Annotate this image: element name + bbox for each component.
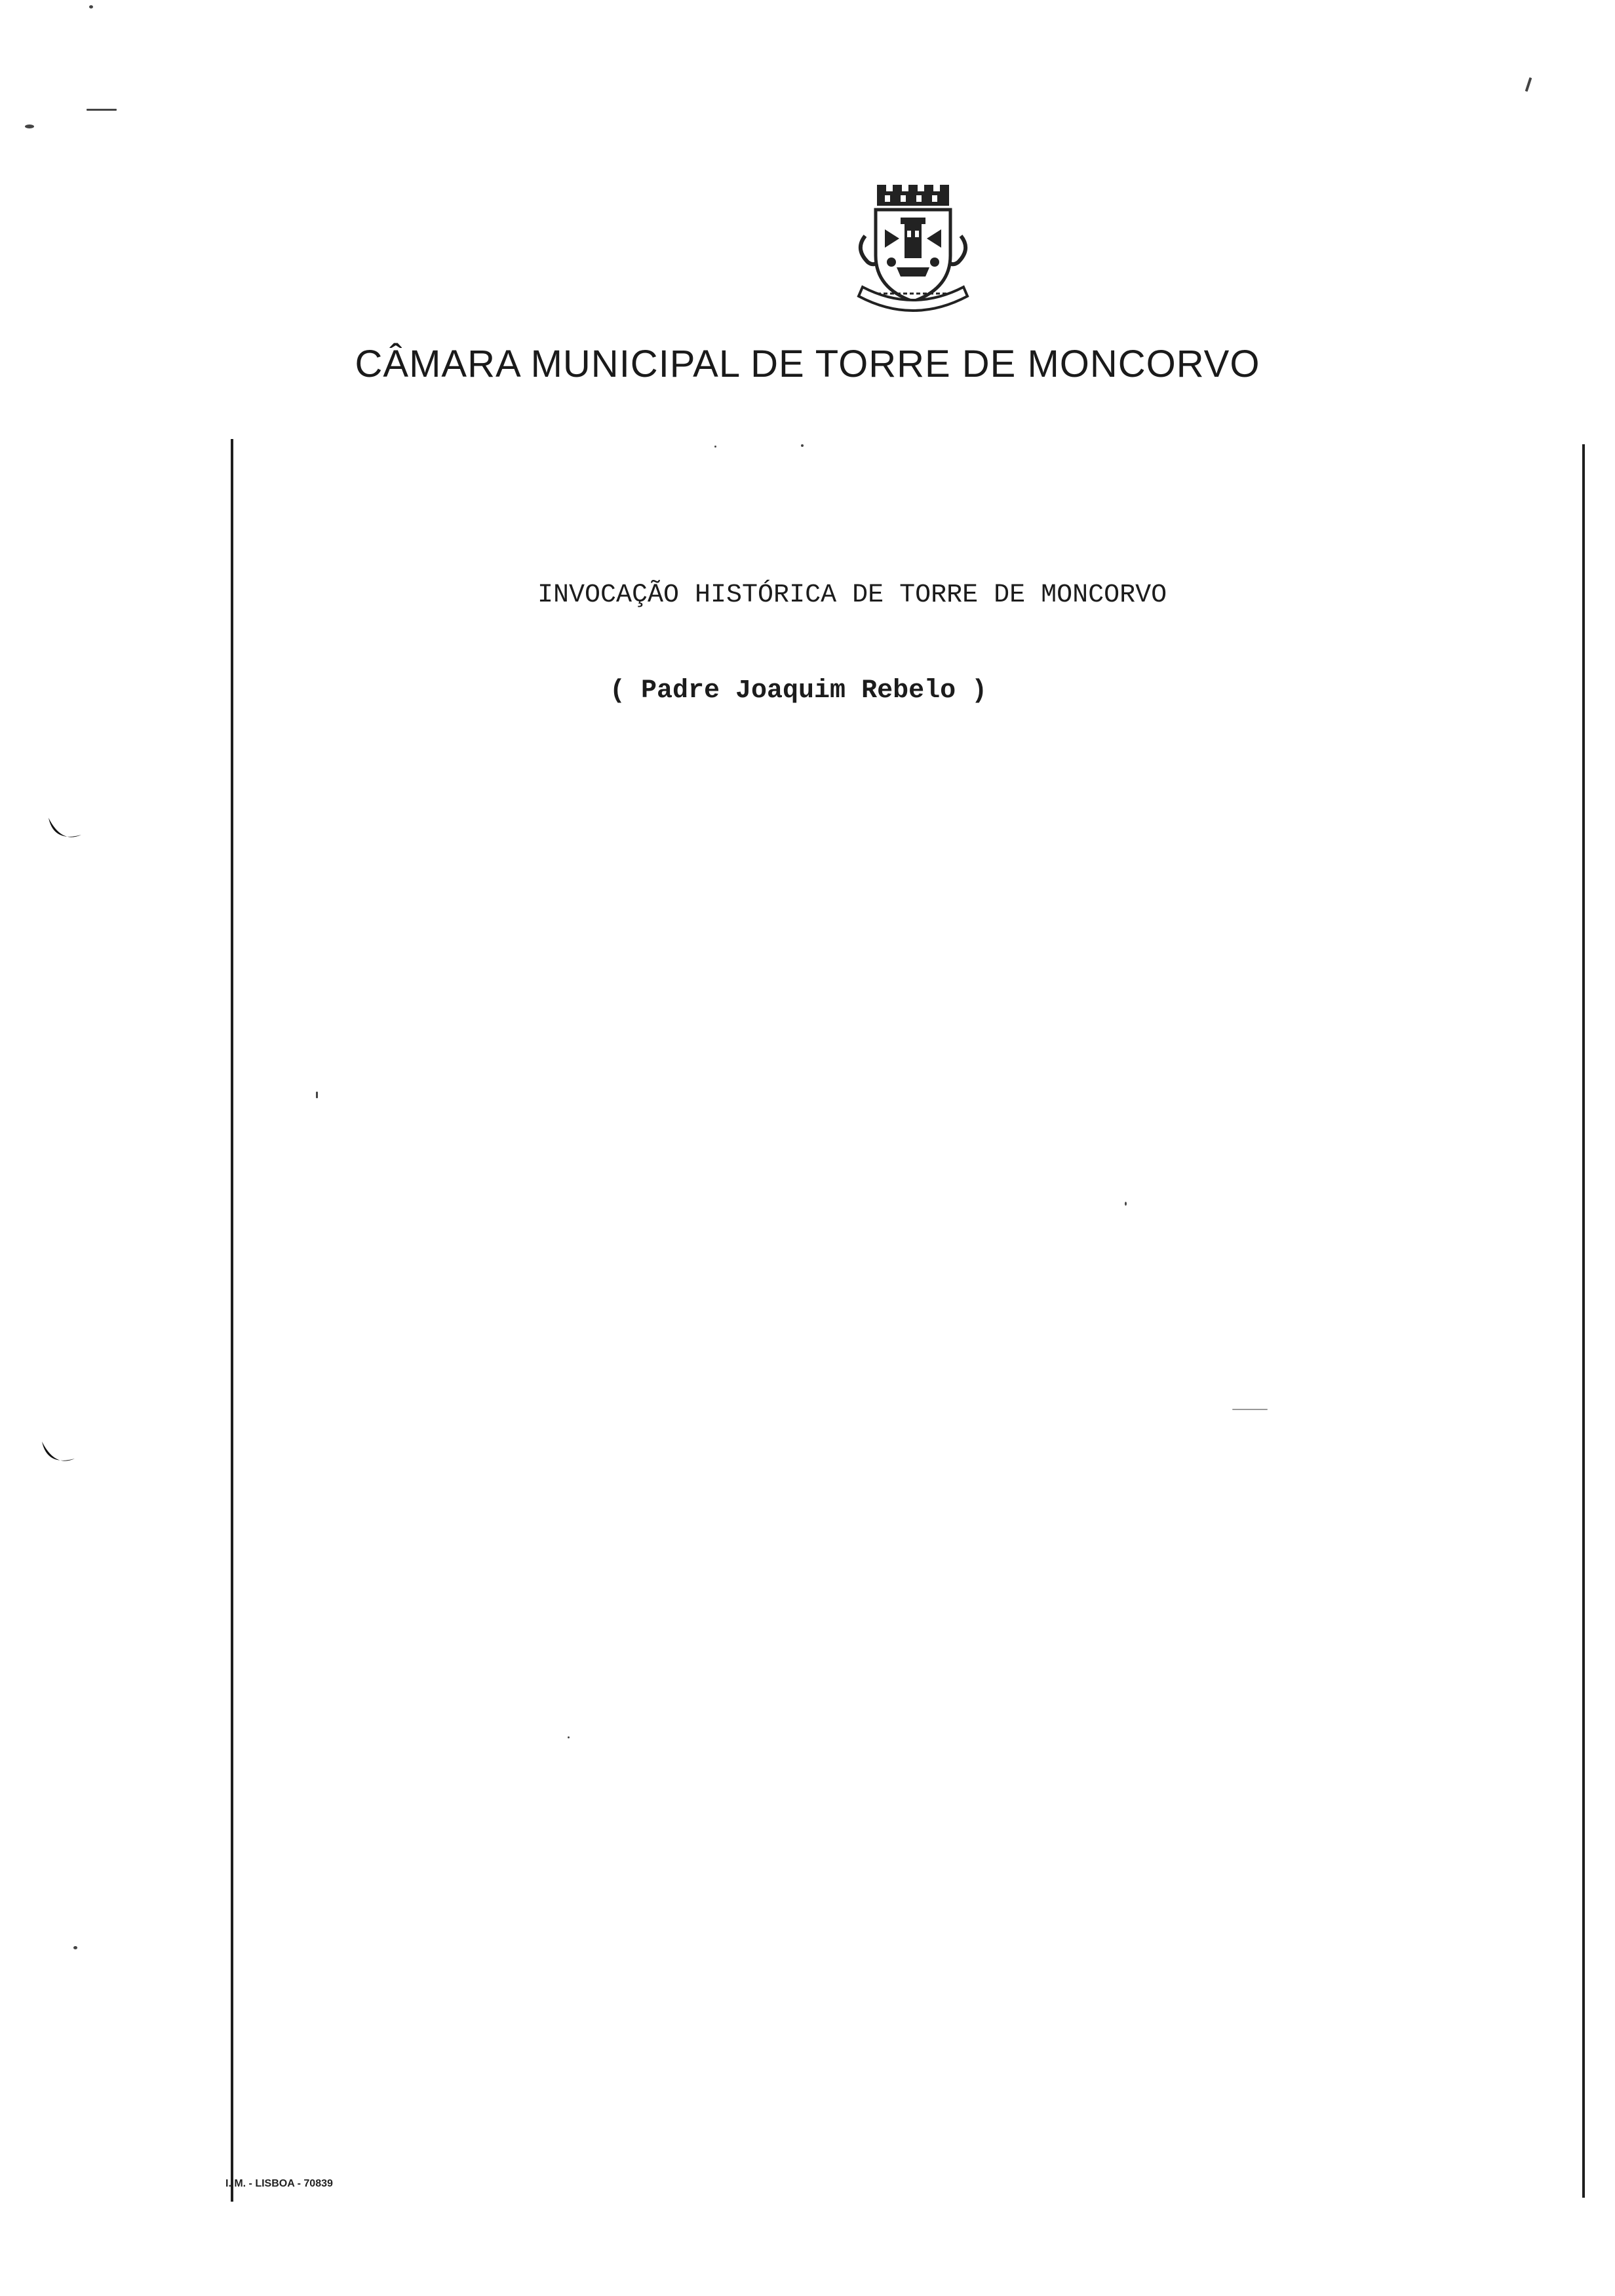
municipality-title: CÂMARA MUNICIPAL DE TORRE DE MONCORVO bbox=[355, 343, 1260, 385]
scan-speck bbox=[25, 124, 34, 128]
printer-mark: I. M. - LISBOA - 70839 bbox=[225, 2178, 333, 2189]
right-margin-rule bbox=[1582, 444, 1585, 2198]
scan-speck bbox=[1125, 1202, 1127, 1206]
scan-speck bbox=[73, 1946, 77, 1949]
scan-speck bbox=[568, 1736, 570, 1738]
scan-speck bbox=[87, 109, 117, 111]
left-margin-rule bbox=[231, 439, 233, 2202]
scan-speck bbox=[1232, 1409, 1268, 1410]
scan-speck bbox=[316, 1092, 318, 1098]
document-title: INVOCAÇÃO HISTÓRICA DE TORRE DE MONCORVO bbox=[537, 581, 1167, 610]
document-author: ( Padre Joaquim Rebelo ) bbox=[610, 676, 988, 706]
coat-of-arms-icon bbox=[851, 183, 975, 315]
scan-speck bbox=[1525, 77, 1532, 92]
scan-speck bbox=[89, 5, 93, 9]
punch-hole-mark bbox=[46, 811, 85, 851]
punch-hole-mark bbox=[39, 1435, 79, 1474]
scan-speck bbox=[714, 446, 716, 448]
scan-speck bbox=[801, 444, 804, 447]
